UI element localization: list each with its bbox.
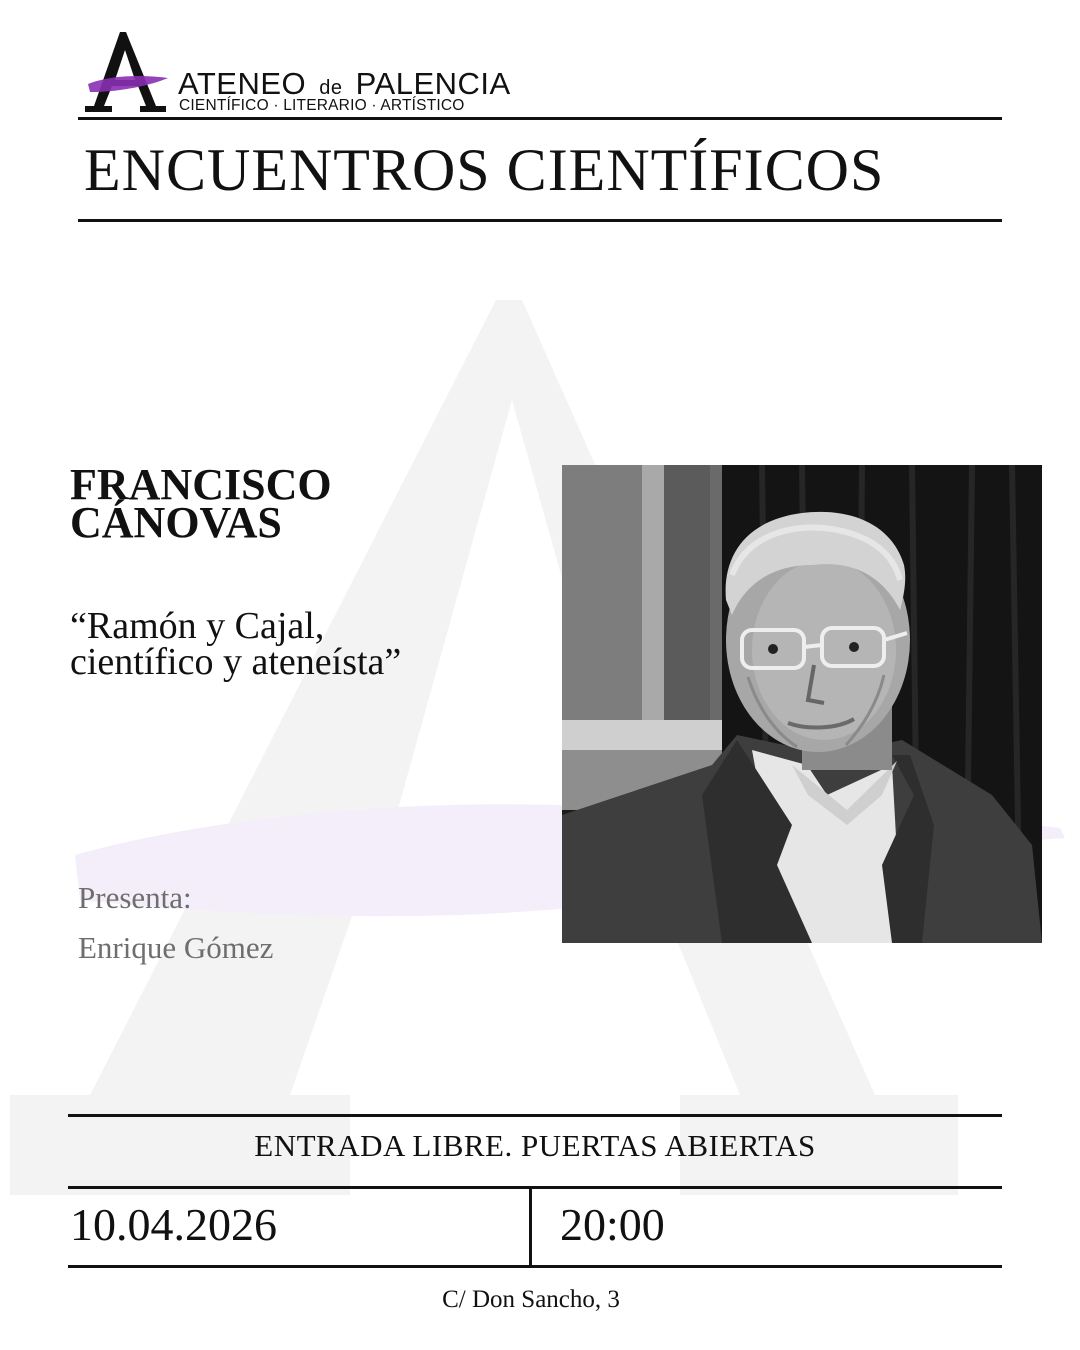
ateneo-subtitle: CIENTÍFICO · LITERARIO · ARTÍSTICO: [179, 97, 465, 114]
ateneo-a-logo-icon: [84, 30, 170, 116]
presenter-label: Presenta:: [78, 880, 192, 915]
speaker-last-name: CÁNOVAS: [70, 498, 282, 547]
event-time: 20:00: [560, 1199, 665, 1250]
ateneo-name-word: ATENEO: [178, 66, 307, 101]
ateneo-name-city: PALENCIA: [355, 66, 511, 101]
presenter-name: Enrique Gómez: [78, 930, 274, 965]
event-series-title: ENCUENTROS CIENTÍFICOS: [84, 137, 885, 203]
ateneo-name-connector: de: [319, 77, 343, 99]
date-time-divider: [529, 1188, 532, 1266]
talk-title: [70, 605, 530, 683]
entry-note: ENTRADA LIBRE. PUERTAS ABIERTAS: [254, 1128, 816, 1163]
speaker-first-name: FRANCISCO: [70, 460, 332, 509]
event-date: 10.04.2026: [70, 1199, 277, 1250]
talk-title-line-2: científico y ateneísta”: [70, 641, 402, 683]
title-top-rule: [78, 117, 1002, 120]
speaker-name: [70, 460, 490, 547]
title-bottom-rule: [78, 219, 1002, 222]
talk-title-line-1: “Ramón y Cajal,: [70, 605, 325, 647]
event-address: C/ Don Sancho, 3: [442, 1286, 620, 1313]
footer-bottom-rule: [68, 1265, 1002, 1268]
ateneo-logo: [84, 30, 511, 120]
footer-middle-rule: [68, 1186, 1002, 1189]
speaker-portrait: [562, 465, 1042, 943]
ateneo-name: [178, 68, 511, 99]
footer-top-rule: [68, 1114, 1002, 1117]
